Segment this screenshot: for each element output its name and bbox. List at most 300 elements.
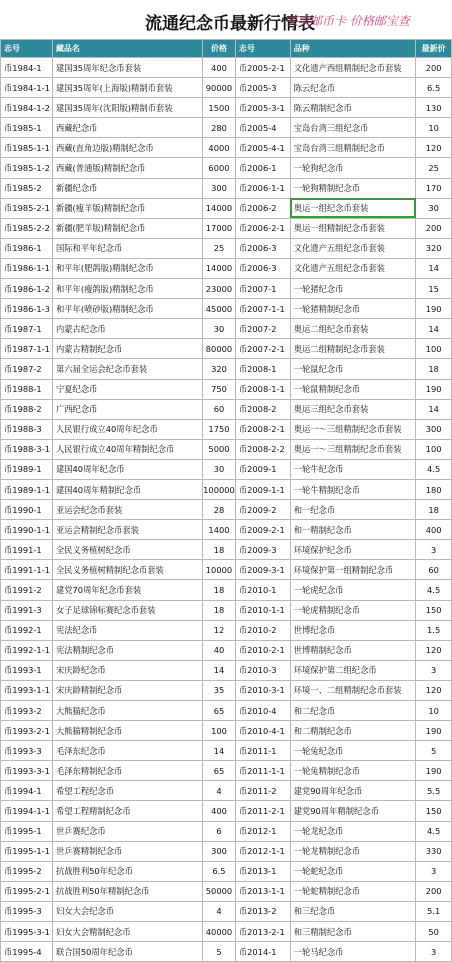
- cell-code[interactable]: 币1992-1: [1, 620, 53, 640]
- cell-latest-price[interactable]: 120: [416, 640, 452, 660]
- cell-code-2[interactable]: 币2009-2: [235, 500, 290, 520]
- table-row: [1, 138, 452, 158]
- cell-code[interactable]: 币1986-1-3: [1, 299, 53, 319]
- cell-code-2[interactable]: 币2006-1: [235, 158, 290, 178]
- cell-code-2[interactable]: 币2013-2: [235, 901, 290, 921]
- cell-name[interactable]: 女子足球锦标赛纪念币套装: [52, 600, 202, 620]
- cell-price[interactable]: 300: [203, 178, 236, 198]
- cell-variety[interactable]: 和二纪念币: [290, 701, 416, 721]
- cell-code-2[interactable]: 币2010-4-1: [235, 721, 290, 741]
- cell-name[interactable]: 亚运会精制纪念币套装: [52, 520, 202, 540]
- cell-price[interactable]: 14: [203, 660, 236, 680]
- cell-latest-price[interactable]: 150: [416, 801, 452, 821]
- cell-variety[interactable]: 宝岛台湾三组精制纪念币: [290, 138, 416, 158]
- cell-code-2[interactable]: 币2006-3: [235, 258, 290, 278]
- table-row: [1, 279, 452, 299]
- cell-latest-price[interactable]: 400: [416, 520, 452, 540]
- cell-code-2[interactable]: 币2009-1: [235, 459, 290, 479]
- cell-price[interactable]: 18: [203, 580, 236, 600]
- cell-price[interactable]: 60: [203, 399, 236, 419]
- cell-variety[interactable]: 一轮马纪念币: [290, 942, 416, 962]
- cell-latest-price[interactable]: 14: [416, 319, 452, 339]
- cell-name[interactable]: 抗战胜利50年精制纪念币: [52, 881, 202, 901]
- cell-name[interactable]: 宪法精制纪念币: [52, 640, 202, 660]
- table-row: [1, 881, 452, 901]
- cell-price[interactable]: 400: [203, 58, 236, 78]
- table-row: [1, 459, 452, 479]
- cell-variety[interactable]: 建党90周年纪念币: [290, 781, 416, 801]
- cell-latest-price[interactable]: 50: [416, 922, 452, 942]
- cell-code[interactable]: 币1985-2-1: [1, 198, 53, 218]
- cell-name[interactable]: 毛泽东精制纪念币: [52, 761, 202, 781]
- cell-code[interactable]: 币1984-1: [1, 58, 53, 78]
- cell-code-2[interactable]: 币2009-3-1: [235, 560, 290, 580]
- cell-code[interactable]: 币1991-3: [1, 600, 53, 620]
- cell-price[interactable]: 17000: [203, 218, 236, 238]
- cell-latest-price[interactable]: 320: [416, 238, 452, 258]
- cell-code-2[interactable]: 币2006-3: [235, 238, 290, 258]
- cell-variety[interactable]: 和一精制纪念币: [290, 520, 416, 540]
- cell-code-2[interactable]: 币2011-1-1: [235, 761, 290, 781]
- cell-price[interactable]: 6: [203, 821, 236, 841]
- cell-name[interactable]: 和平年(瘦鸽版)精制纪念币: [52, 279, 202, 299]
- cell-name[interactable]: 建国35周年纪念币套装: [52, 58, 202, 78]
- cell-code[interactable]: 币1991-2: [1, 580, 53, 600]
- cell-variety[interactable]: 奥运一～三组精制纪念币套装: [290, 439, 416, 459]
- cell-price[interactable]: 750: [203, 379, 236, 399]
- cell-price[interactable]: 14: [203, 741, 236, 761]
- cell-latest-price[interactable]: 170: [416, 178, 452, 198]
- cell-latest-price[interactable]: 3: [416, 942, 452, 962]
- cell-latest-price[interactable]: 100: [416, 339, 452, 359]
- table-body: [1, 58, 452, 962]
- cell-code[interactable]: 币1988-1: [1, 379, 53, 399]
- cell-variety[interactable]: 环境一、二组精制纪念币套装: [290, 680, 416, 700]
- cell-code[interactable]: 币1988-3-1: [1, 439, 53, 459]
- cell-variety[interactable]: 一轮兔精制纪念币: [290, 761, 416, 781]
- cell-code[interactable]: 币1989-1: [1, 459, 53, 479]
- cell-code[interactable]: 币1995-3-1: [1, 922, 53, 942]
- cell-name[interactable]: 国际和平年纪念币: [52, 238, 202, 258]
- cell-variety[interactable]: 环境保护第二组纪念币: [290, 660, 416, 680]
- cell-name[interactable]: 建国35周年(沈阳版)精制币套装: [52, 98, 202, 118]
- col-header-code[interactable]: 志号: [1, 40, 53, 58]
- cell-price[interactable]: 14000: [203, 258, 236, 278]
- cell-name[interactable]: 妇女大会精制纪念币: [52, 922, 202, 942]
- cell-latest-price[interactable]: 3: [416, 861, 452, 881]
- cell-code-2[interactable]: 币2013-1-1: [235, 881, 290, 901]
- cell-price[interactable]: 18: [203, 600, 236, 620]
- cell-code-2[interactable]: 币2008-1-1: [235, 379, 290, 399]
- table-row: [1, 198, 452, 218]
- cell-code[interactable]: 币1995-3: [1, 901, 53, 921]
- cell-code-2[interactable]: 币2009-2-1: [235, 520, 290, 540]
- cell-price[interactable]: 6.5: [203, 861, 236, 881]
- table-row: [1, 439, 452, 459]
- cell-code[interactable]: 币1986-1-1: [1, 258, 53, 278]
- cell-code-2[interactable]: 币2005-3-1: [235, 98, 290, 118]
- cell-price[interactable]: 12: [203, 620, 236, 640]
- cell-latest-price[interactable]: 100: [416, 439, 452, 459]
- cell-price[interactable]: 4: [203, 781, 236, 801]
- table-row: [1, 580, 452, 600]
- table-row: [1, 901, 452, 921]
- cell-name[interactable]: 新疆(瘦羊版)精制纪念币: [52, 198, 202, 218]
- cell-name[interactable]: 西藏纪念币: [52, 118, 202, 138]
- cell-code-2[interactable]: 币2006-2: [235, 198, 290, 218]
- cell-code[interactable]: 币1995-1: [1, 821, 53, 841]
- cell-price[interactable]: 90000: [203, 78, 236, 98]
- cell-price[interactable]: 80000: [203, 339, 236, 359]
- cell-latest-price[interactable]: 200: [416, 881, 452, 901]
- cell-code[interactable]: 币1985-1: [1, 118, 53, 138]
- cell-price[interactable]: 23000: [203, 279, 236, 299]
- cell-name[interactable]: 新疆(肥羊版)精制纪念币: [52, 218, 202, 238]
- cell-code[interactable]: 币1994-1: [1, 781, 53, 801]
- cell-code-2[interactable]: 币2013-2-1: [235, 922, 290, 942]
- cell-name[interactable]: 西藏(普通版)精制纪念币: [52, 158, 202, 178]
- cell-code[interactable]: 币1984-1-2: [1, 98, 53, 118]
- cell-code-2[interactable]: 币2011-1: [235, 741, 290, 761]
- cell-name[interactable]: 新疆纪念币: [52, 178, 202, 198]
- cell-name[interactable]: 亚运会纪念币套装: [52, 500, 202, 520]
- cell-code-2[interactable]: 币2012-1-1: [235, 841, 290, 861]
- cell-code[interactable]: 币1987-1-1: [1, 339, 53, 359]
- cell-latest-price[interactable]: 120: [416, 680, 452, 700]
- cell-code[interactable]: 币1985-2: [1, 178, 53, 198]
- cell-latest-price[interactable]: 10: [416, 701, 452, 721]
- table-row: [1, 500, 452, 520]
- cell-name[interactable]: 希望工程精制纪念币: [52, 801, 202, 821]
- cell-code-2[interactable]: 币2008-2: [235, 399, 290, 419]
- cell-latest-price[interactable]: 150: [416, 600, 452, 620]
- table-row: [1, 741, 452, 761]
- cell-variety[interactable]: 建党90周年精制纪念币: [290, 801, 416, 821]
- cell-name[interactable]: 人民银行成立40周年纪念币: [52, 419, 202, 439]
- cell-variety[interactable]: 和二精制纪念币: [290, 721, 416, 741]
- cell-code[interactable]: 币1995-4: [1, 942, 53, 962]
- cell-price[interactable]: 1750: [203, 419, 236, 439]
- cell-variety[interactable]: 陈云纪念币: [290, 78, 416, 98]
- table-row: [1, 339, 452, 359]
- cell-name[interactable]: 宁夏纪念币: [52, 379, 202, 399]
- cell-price[interactable]: 5000: [203, 439, 236, 459]
- cell-code-2[interactable]: 币2010-3: [235, 660, 290, 680]
- cell-code-2[interactable]: 币2006-2-1: [235, 218, 290, 238]
- cell-variety[interactable]: 文化遗产五组纪念币套装: [290, 258, 416, 278]
- cell-variety[interactable]: 奥运二组纪念币套装: [290, 319, 416, 339]
- cell-variety[interactable]: 一轮虎纪念币: [290, 580, 416, 600]
- cell-name[interactable]: 建国40周年纪念币: [52, 459, 202, 479]
- cell-code[interactable]: 币1994-1-1: [1, 801, 53, 821]
- table-row: [1, 540, 452, 560]
- cell-code-2[interactable]: 币2007-2: [235, 319, 290, 339]
- cell-latest-price[interactable]: 300: [416, 419, 452, 439]
- cell-latest-price[interactable]: 14: [416, 258, 452, 278]
- cell-price[interactable]: 10000: [203, 560, 236, 580]
- cell-name[interactable]: 内蒙古纪念币: [52, 319, 202, 339]
- col-header-code-2[interactable]: 志号: [235, 40, 290, 58]
- cell-name[interactable]: 世乒赛精制纪念币: [52, 841, 202, 861]
- cell-code[interactable]: 币1985-1-1: [1, 138, 53, 158]
- cell-code[interactable]: 币1993-3-1: [1, 761, 53, 781]
- cell-code-2[interactable]: 币2013-1: [235, 861, 290, 881]
- cell-name[interactable]: 抗战胜利50年纪念币: [52, 861, 202, 881]
- cell-code[interactable]: 币1989-1-1: [1, 479, 53, 499]
- cell-variety[interactable]: 世博纪念币: [290, 620, 416, 640]
- cell-latest-price[interactable]: 190: [416, 379, 452, 399]
- cell-code-2[interactable]: 币2008-1: [235, 359, 290, 379]
- cell-price[interactable]: 35: [203, 680, 236, 700]
- cell-variety[interactable]: 一轮龙精制纪念币: [290, 841, 416, 861]
- cell-name[interactable]: 建国35周年(上海版)精制币套装: [52, 78, 202, 98]
- cell-name[interactable]: 建党70周年纪念币套装: [52, 580, 202, 600]
- cell-code-2[interactable]: 币2005-2-1: [235, 58, 290, 78]
- cell-code-2[interactable]: 币2008-2-1: [235, 419, 290, 439]
- cell-name[interactable]: 大熊猫纪念币: [52, 701, 202, 721]
- cell-code-2[interactable]: 币2007-1-1: [235, 299, 290, 319]
- cell-name[interactable]: 宋庆龄精制纪念币: [52, 680, 202, 700]
- cell-price[interactable]: 5: [203, 942, 236, 962]
- cell-variety[interactable]: 世博精制纪念币: [290, 640, 416, 660]
- cell-name[interactable]: 第六届全运会纪念币套装: [52, 359, 202, 379]
- table-row: [1, 861, 452, 881]
- cell-code-2[interactable]: 币2010-3-1: [235, 680, 290, 700]
- cell-latest-price[interactable]: 5.5: [416, 781, 452, 801]
- cell-latest-price[interactable]: 330: [416, 841, 452, 861]
- cell-price[interactable]: 280: [203, 118, 236, 138]
- cell-code[interactable]: 币1984-1-1: [1, 78, 53, 98]
- cell-code-2[interactable]: 币2006-1-1: [235, 178, 290, 198]
- cell-latest-price[interactable]: 4.5: [416, 459, 452, 479]
- cell-variety[interactable]: 和三纪念币: [290, 901, 416, 921]
- cell-price[interactable]: 50000: [203, 881, 236, 901]
- cell-code[interactable]: 币1993-1-1: [1, 680, 53, 700]
- cell-variety[interactable]: 一轮龙纪念币: [290, 821, 416, 841]
- cell-variety[interactable]: 一轮蛇精制纪念币: [290, 881, 416, 901]
- cell-latest-price[interactable]: 190: [416, 761, 452, 781]
- cell-variety[interactable]: 奥运一～三组精制纪念币套装: [290, 419, 416, 439]
- cell-price[interactable]: 40000: [203, 922, 236, 942]
- cell-code[interactable]: 币1993-2: [1, 701, 53, 721]
- cell-code-2[interactable]: 币2005-3: [235, 78, 290, 98]
- cell-latest-price[interactable]: 15: [416, 279, 452, 299]
- cell-name[interactable]: 人民银行成立40周年精制纪念币: [52, 439, 202, 459]
- cell-name[interactable]: 建国40周年精制纪念币: [52, 479, 202, 499]
- cell-code-2[interactable]: 币2008-2-2: [235, 439, 290, 459]
- cell-variety[interactable]: 奥运二组精制纪念币套装: [290, 339, 416, 359]
- cell-latest-price[interactable]: 3: [416, 660, 452, 680]
- cell-code[interactable]: 币1985-1-2: [1, 158, 53, 178]
- cell-code[interactable]: 币1988-2: [1, 399, 53, 419]
- cell-code-2[interactable]: 币2012-1: [235, 821, 290, 841]
- cell-price[interactable]: 1400: [203, 520, 236, 540]
- cell-code[interactable]: 币1993-3: [1, 741, 53, 761]
- cell-variety[interactable]: 环境保护纪念币: [290, 540, 416, 560]
- table-row: [1, 218, 452, 238]
- cell-code[interactable]: 币1993-1: [1, 660, 53, 680]
- cell-name[interactable]: 宪法纪念币: [52, 620, 202, 640]
- cell-name[interactable]: 西藏(直角边版)精制纪念币: [52, 138, 202, 158]
- cell-variety[interactable]: 陈云精制纪念币: [290, 98, 416, 118]
- cell-variety[interactable]: 文化遗产五组纪念币套装: [290, 238, 416, 258]
- table-row: [1, 118, 452, 138]
- cell-variety[interactable]: 奥运一组精制纪念币套装: [290, 218, 416, 238]
- cell-latest-price[interactable]: 180: [416, 479, 452, 499]
- cell-price[interactable]: 30: [203, 459, 236, 479]
- cell-code-2[interactable]: 币2005-4-1: [235, 138, 290, 158]
- cell-code-2[interactable]: 币2009-3: [235, 540, 290, 560]
- cell-price[interactable]: 14000: [203, 198, 236, 218]
- cell-code[interactable]: 币1995-2-1: [1, 881, 53, 901]
- cell-latest-price[interactable]: 120: [416, 138, 452, 158]
- cell-price[interactable]: 30: [203, 319, 236, 339]
- cell-variety[interactable]: 一轮鼠纪念币: [290, 359, 416, 379]
- cell-code-2[interactable]: 币2010-2: [235, 620, 290, 640]
- cell-price[interactable]: 25: [203, 238, 236, 258]
- cell-price[interactable]: 4000: [203, 138, 236, 158]
- cell-name[interactable]: 和平年(喷砂版)精制纪念币: [52, 299, 202, 319]
- cell-name[interactable]: 妇女大会纪念币: [52, 901, 202, 921]
- cell-latest-price[interactable]: 190: [416, 299, 452, 319]
- cell-variety[interactable]: 一轮牛精制纪念币: [290, 479, 416, 499]
- cell-code-2[interactable]: 币2007-1: [235, 279, 290, 299]
- cell-latest-price[interactable]: 5: [416, 741, 452, 761]
- cell-latest-price[interactable]: 200: [416, 58, 452, 78]
- cell-code[interactable]: 币1995-1-1: [1, 841, 53, 861]
- cell-name[interactable]: 世乒赛纪念币: [52, 821, 202, 841]
- cell-latest-price[interactable]: 60: [416, 560, 452, 580]
- table-row: [1, 821, 452, 841]
- cell-code[interactable]: 币1990-1: [1, 500, 53, 520]
- cell-price[interactable]: 100: [203, 721, 236, 741]
- cell-price[interactable]: 6000: [203, 158, 236, 178]
- cell-code-2[interactable]: 币2010-4: [235, 701, 290, 721]
- cell-variety[interactable]: 奥运三组纪念币套装: [290, 399, 416, 419]
- table-row: [1, 238, 452, 258]
- cell-latest-price[interactable]: 5.1: [416, 901, 452, 921]
- cell-latest-price[interactable]: 25: [416, 158, 452, 178]
- cell-latest-price[interactable]: 30: [416, 198, 452, 218]
- cell-code[interactable]: 币1986-1: [1, 238, 53, 258]
- cell-code[interactable]: 币1985-2-2: [1, 218, 53, 238]
- cell-price[interactable]: 4: [203, 901, 236, 921]
- cell-latest-price[interactable]: 14: [416, 399, 452, 419]
- cell-variety[interactable]: 和三精制纪念币: [290, 922, 416, 942]
- cell-code-2[interactable]: 币2010-1: [235, 580, 290, 600]
- cell-name[interactable]: 毛泽东纪念币: [52, 741, 202, 761]
- col-header-variety[interactable]: 品种: [290, 40, 416, 58]
- cell-code[interactable]: 币1988-3: [1, 419, 53, 439]
- cell-price[interactable]: 300: [203, 841, 236, 861]
- cell-name[interactable]: 联合国50周年纪念币: [52, 942, 202, 962]
- cell-code[interactable]: 币1987-2: [1, 359, 53, 379]
- cell-code-2[interactable]: 币2014-1: [235, 942, 290, 962]
- cell-price[interactable]: 40: [203, 640, 236, 660]
- cell-variety[interactable]: 一轮蛇纪念币: [290, 861, 416, 881]
- cell-latest-price[interactable]: 1.5: [416, 620, 452, 640]
- cell-name[interactable]: 大熊猫精制纪念币: [52, 721, 202, 741]
- table-row: [1, 560, 452, 580]
- cell-price[interactable]: 65: [203, 761, 236, 781]
- col-header-name[interactable]: 藏品名: [52, 40, 202, 58]
- cell-code-2[interactable]: 币2011-2-1: [235, 801, 290, 821]
- cell-variety[interactable]: 一轮鼠精制纪念币: [290, 379, 416, 399]
- col-header-price[interactable]: 价格: [203, 40, 236, 58]
- cell-price[interactable]: 320: [203, 359, 236, 379]
- cell-code-2[interactable]: 币2010-1-1: [235, 600, 290, 620]
- table-row: [1, 942, 452, 962]
- cell-variety[interactable]: 文化遗产西组精制纪念币套装: [290, 58, 416, 78]
- cell-latest-price[interactable]: 4.5: [416, 580, 452, 600]
- cell-code[interactable]: 币1990-1-1: [1, 520, 53, 540]
- cell-code-2[interactable]: 币2010-2-1: [235, 640, 290, 660]
- cell-code[interactable]: 币1993-2-1: [1, 721, 53, 741]
- cell-variety[interactable]: 一轮狗精制纪念币: [290, 178, 416, 198]
- cell-price[interactable]: 100000: [203, 479, 236, 499]
- cell-code-2[interactable]: 币2011-2: [235, 781, 290, 801]
- cell-code[interactable]: 币1995-2: [1, 861, 53, 881]
- cell-variety[interactable]: 一轮虎精制纪念币: [290, 600, 416, 620]
- cell-latest-price[interactable]: 3: [416, 540, 452, 560]
- cell-variety[interactable]: 宝岛台湾三组纪念币: [290, 118, 416, 138]
- col-header-latest-price[interactable]: 最新价: [416, 40, 452, 58]
- table-row: [1, 520, 452, 540]
- cell-latest-price[interactable]: 190: [416, 721, 452, 741]
- cell-latest-price[interactable]: 200: [416, 218, 452, 238]
- watermark: 买卖邮币卡 价格邮宝查: [286, 14, 410, 28]
- table-row: [1, 781, 452, 801]
- cell-variety[interactable]: 一轮牛纪念币: [290, 459, 416, 479]
- cell-name[interactable]: 宋庆龄纪念币: [52, 660, 202, 680]
- cell-variety[interactable]: 一轮猪纪念币: [290, 279, 416, 299]
- cell-latest-price[interactable]: 6.5: [416, 78, 452, 98]
- cell-latest-price[interactable]: 130: [416, 98, 452, 118]
- cell-price[interactable]: 18: [203, 540, 236, 560]
- cell-latest-price[interactable]: 10: [416, 118, 452, 138]
- cell-name[interactable]: 内蒙古精制纪念币: [52, 339, 202, 359]
- cell-price[interactable]: 400: [203, 801, 236, 821]
- cell-name[interactable]: 希望工程纪念币: [52, 781, 202, 801]
- cell-code[interactable]: 币1992-1-1: [1, 640, 53, 660]
- cell-code[interactable]: 币1991-1: [1, 540, 53, 560]
- cell-price[interactable]: 28: [203, 500, 236, 520]
- cell-code-2[interactable]: 币2009-1-1: [235, 479, 290, 499]
- cell-variety[interactable]: 一轮兔纪念币: [290, 741, 416, 761]
- cell-code-2[interactable]: 币2007-2-1: [235, 339, 290, 359]
- cell-latest-price[interactable]: 18: [416, 359, 452, 379]
- cell-name[interactable]: 全民义务植树纪念币: [52, 540, 202, 560]
- cell-name[interactable]: 全民义务植树精制纪念币套装: [52, 560, 202, 580]
- cell-code[interactable]: 币1987-1: [1, 319, 53, 339]
- cell-variety[interactable]: 一轮猪精制纪念币: [290, 299, 416, 319]
- cell-code-2[interactable]: 币2005-4: [235, 118, 290, 138]
- cell-name[interactable]: 和平年(肥鸽版)精制纪念币: [52, 258, 202, 278]
- cell-price[interactable]: 65: [203, 701, 236, 721]
- cell-code[interactable]: 币1986-1-2: [1, 279, 53, 299]
- cell-variety[interactable]: 一轮狗纪念币: [290, 158, 416, 178]
- table-row: [1, 680, 452, 700]
- cell-variety[interactable]: 环境保护第一组精制纪念币: [290, 560, 416, 580]
- cell-price[interactable]: 1500: [203, 98, 236, 118]
- cell-name[interactable]: 广西纪念币: [52, 399, 202, 419]
- cell-price[interactable]: 45000: [203, 299, 236, 319]
- cell-variety[interactable]: 奥运一组纪念币套装: [290, 198, 416, 218]
- cell-variety[interactable]: 和一纪念币: [290, 500, 416, 520]
- cell-latest-price[interactable]: 18: [416, 500, 452, 520]
- cell-code[interactable]: 币1991-1-1: [1, 560, 53, 580]
- cell-latest-price[interactable]: 4.5: [416, 821, 452, 841]
